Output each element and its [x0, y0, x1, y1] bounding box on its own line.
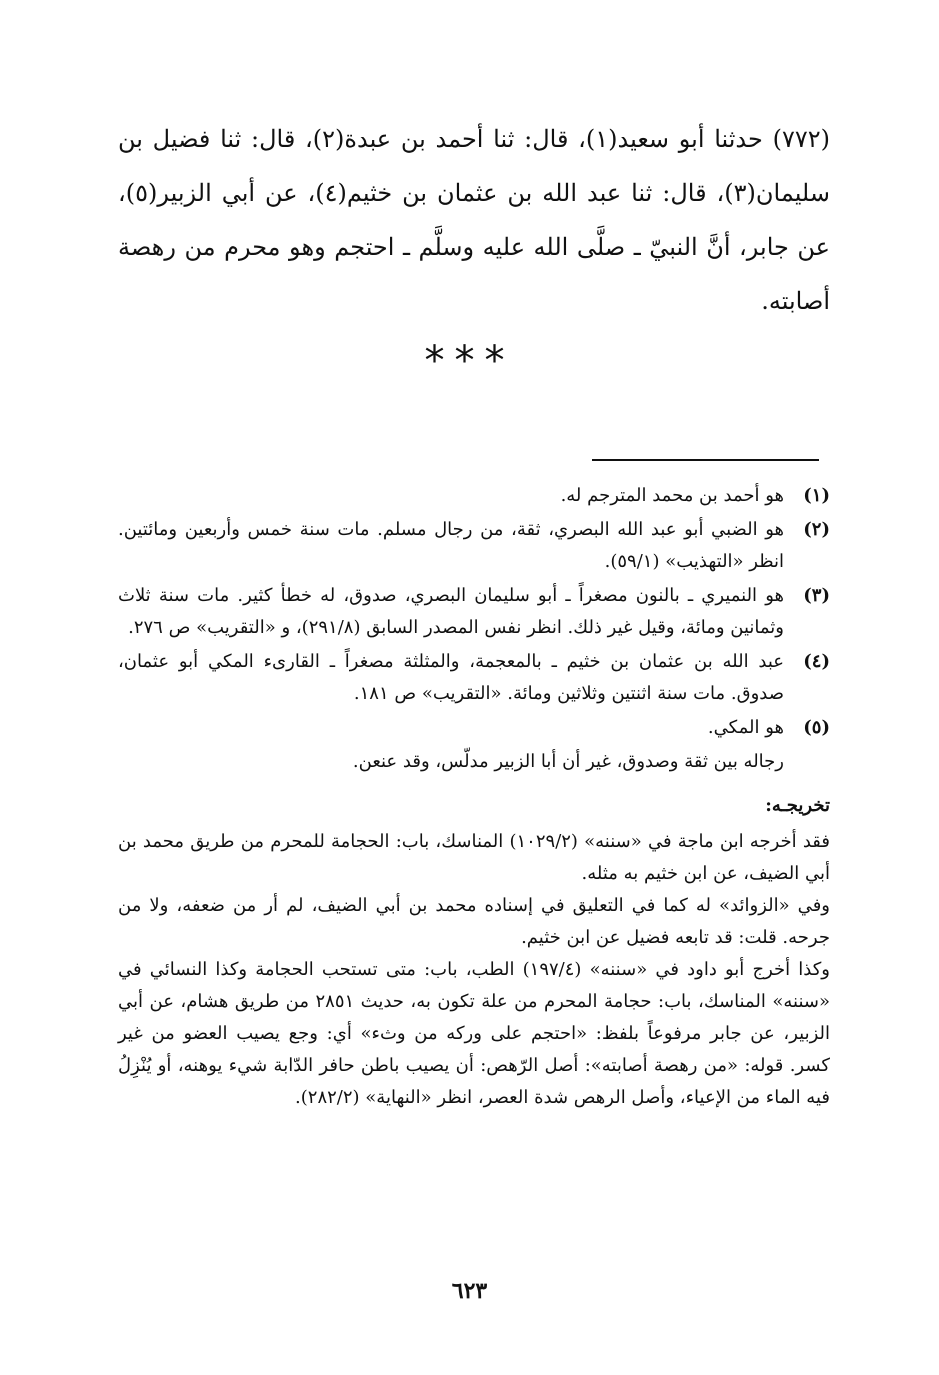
footnote-rule	[592, 459, 819, 461]
footnote-number: (٤)	[803, 651, 830, 672]
takhrij-paragraph: وكذا أخرج أبو داود في «سننه» (١٩٧/٤) الطب، باب: متى تستحب الحجامة وكذا النسائي في «سننه» المناسك، باب: حجامة المحرم من علة تكون به، حديث ٢٨٥١ من طريق هشام، عن أبي الزبير، عن جابر مرفوعاً بلفظ: «احتجم على وركه من وثء» أي: وجع يصيب العضو من غير كسر. قوله: «من رهصة أصابته»: أصل الرّهص: أن يصيب باطن حافر الدّابة شيء يوهنه، أو يُنْزِلُ فيه الماء من الإعياء، وأصل الرهص شدة العصر، انظر «النهاية» (٢٨٢/٢).	[118, 959, 830, 1108]
footnote	[118, 480, 830, 512]
footnote	[118, 514, 830, 578]
footnote-text: هو النميري ـ بالنون مصغراً ـ أبو سليمان البصري، صدوق، له خطأ كثير. مات سنة ثلاث وثمانين ومائة، وقيل غير ذلك. انظر نفس المصدر السابق (٢٩١/٨)، و «التقريب» ص ٢٧٦.	[118, 585, 784, 638]
takhrij-heading: تخريجـه:	[765, 795, 830, 816]
takhrij-paragraph: فقد أخرجه ابن ماجة في «سننه» (١٠٢٩/٢) المناسك، باب: الحجامة للمحرم من طريق محمد بن أبي الضيف، عن ابن خثيم به مثله.	[118, 831, 830, 884]
takhrij-paragraph: وفي «الزوائد» له كما في التعليق في إسناده محمد بن أبي الضيف، لم أر من ضعفه، ولا من جرحه. قلت: قد تابعه فضيل عن ابن خثيم.	[118, 895, 830, 948]
footnote-number: (٣)	[803, 585, 830, 606]
section-separator: ***	[424, 338, 515, 384]
footnote-text: هو أحمد بن محمد المترجم له.	[560, 485, 784, 506]
narrators-note: رجاله بين ثقة وصدوق، غير أن أبا الزبير مدلّس، وقد عنعن.	[352, 751, 784, 772]
footnote-number: (٢)	[803, 519, 830, 540]
footnote	[118, 580, 830, 644]
hadith-paragraph: (٧٧٢) حدثنا أبو سعيد(١)، قال: ثنا أحمد بن عبدة(٢)، قال: ثنا فضيل بن سليمان(٣)، قال: ثنا عبد الله بن عثمان بن خثيم(٤)، عن أبي الزبير(٥)، عن جابر، أنَّ النبيّ ـ صلَّى الله عليه وسلَّم ـ احتجم وهو محرم من رهصة أصابته.	[118, 125, 830, 315]
footnote	[118, 712, 830, 744]
footnotes-section	[118, 480, 830, 1114]
takhrij-section	[118, 790, 830, 1114]
footnote	[118, 646, 830, 710]
page-number: ٦٢٣	[451, 1278, 488, 1304]
footnote-text: عبد الله بن عثمان بن خثيم ـ بالمعجمة، والمثلثة مصغراً ـ القارىء المكي أبو عثمان، صدوق. مات سنة اثنتين وثلاثين ومائة. «التقريب» ص ١٨١.	[118, 651, 784, 704]
footnote-number: (٥)	[803, 717, 830, 738]
footnote-text: هو المكي.	[707, 717, 784, 738]
hadith-text	[118, 112, 830, 328]
footnote-number: (١)	[803, 485, 830, 506]
footnote-text: هو الضبي أبو عبد الله البصري، ثقة، من رجال مسلم. مات سنة خمس وأربعين ومائتين. انظر «التهذيب» (٥٩/١).	[118, 519, 784, 572]
